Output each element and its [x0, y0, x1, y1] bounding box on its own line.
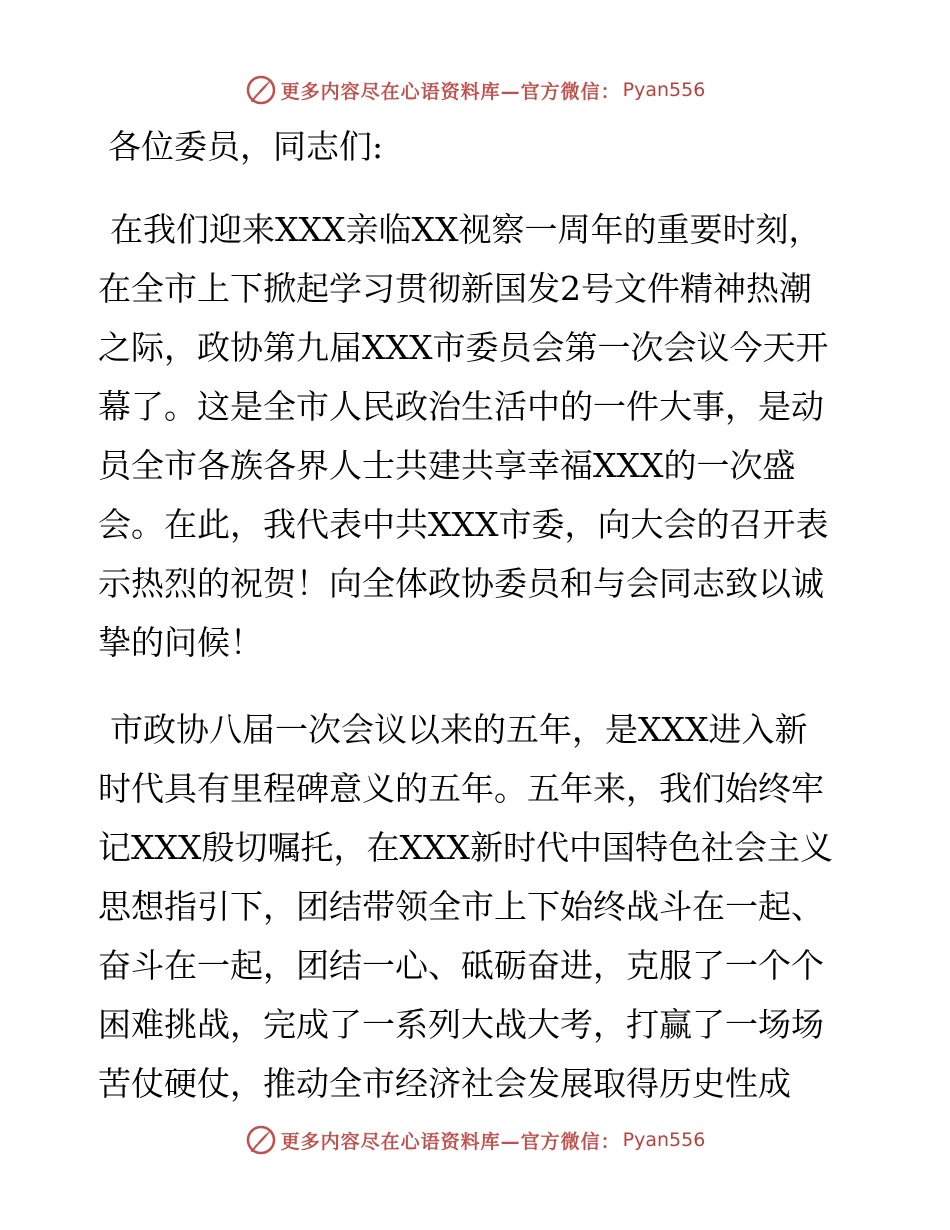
paragraph-line: 挚的问候！ [98, 623, 263, 662]
paragraph-2 [98, 700, 858, 1113]
paragraph-line: 幕了。这是全市人民政治生活中的一件大事，是动 [98, 387, 824, 426]
header-watermark-banner [0, 70, 950, 110]
paragraph-1 [98, 200, 858, 672]
header-wechat-id: Pyan556 [622, 79, 706, 101]
quill-logo-icon [245, 1124, 277, 1156]
header-banner-text: 更多内容尽在心语资料库—官方微信： [280, 80, 621, 103]
paragraph-line: 奋斗在一起，团结一心、砥砺奋进，克服了一个个 [98, 946, 824, 985]
paragraph-line: 困难挑战，完成了一系列大战大考，打赢了一场场 [98, 1005, 824, 1044]
paragraph-line: 员全市各族各界人士共建共享幸福XXX的一次盛 [98, 446, 796, 485]
paragraph-line: 之际，政协第九届XXX市委员会第一次会议今天开 [98, 328, 829, 367]
footer-wechat-id: Pyan556 [622, 1129, 706, 1151]
paragraph-line: 示热烈的祝贺！向全体政协委员和与会同志致以诚 [98, 564, 824, 603]
paragraph-line: 时代具有里程碑意义的五年。五年来，我们始终牢 [98, 769, 824, 808]
paragraph-line: 在全市上下掀起学习贯彻新国发2号文件精神热潮 [98, 269, 812, 308]
footer-banner-text: 更多内容尽在心语资料库—官方微信： [280, 1130, 621, 1153]
paragraph-line: 思想指引下，团结带领全市上下始终战斗在一起、 [98, 887, 824, 926]
paragraph-line: 苦仗硬仗，推动全市经济社会发展取得历史性成 [98, 1064, 791, 1103]
paragraph-line: 在我们迎来XXX亲临XX视察一周年的重要时刻， [110, 210, 822, 249]
paragraph-line: 会。在此，我代表中共XXX市委，向大会的召开表 [98, 505, 829, 544]
footer-watermark-banner [0, 1120, 950, 1160]
paragraph-line: 市政协八届一次会议以来的五年，是XXX进入新 [110, 710, 808, 749]
salutation: 各位委员，同志们: [108, 127, 384, 166]
paragraph-line: 记XXX殷切嘱托，在XXX新时代中国特色社会主义 [98, 828, 833, 867]
quill-logo-icon [245, 74, 277, 106]
document-body [98, 122, 858, 1141]
